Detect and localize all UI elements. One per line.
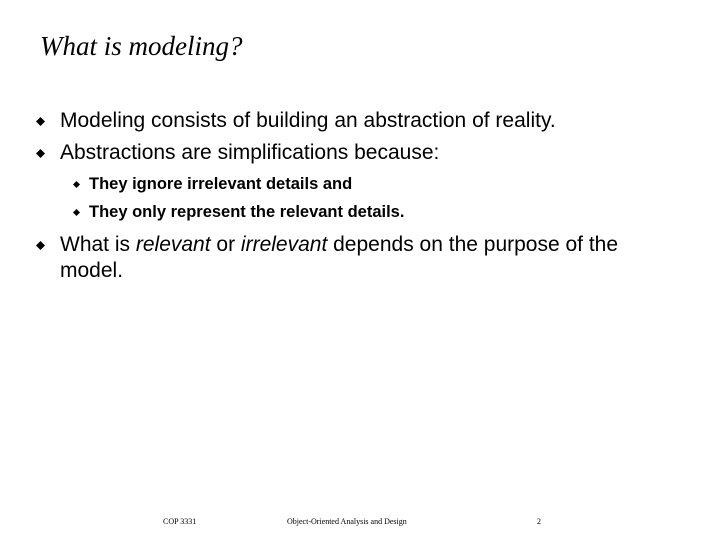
emphasis-relevant: relevant [135,233,211,256]
footer-course: COP 3331 [163,517,197,526]
small-diamond-bullet-icon [73,181,80,188]
bullet-text-part: depends on the purpose of the model. [60,233,619,282]
bullet-text-part: What is [60,233,136,256]
emphasis-irrelevant: irrelevant [240,233,328,256]
diamond-bullet-icon [36,241,45,250]
bullet-text: Abstractions are simplifications because: [60,141,440,164]
diamond-bullet-icon [36,149,45,158]
sub-bullet-text: They only represent the relevant details. [89,203,405,221]
small-diamond-bullet-icon [73,209,80,216]
slide-title: What is modeling? [40,31,243,61]
sub-bullet-text: They ignore irrelevant details and [89,175,353,193]
footer-page-number: 2 [537,517,541,526]
footer-subject: Object-Oriented Analysis and Design [287,517,407,526]
diamond-bullet-icon [36,117,45,126]
bullet-text: Modeling consists of building an abstraction of reality. [60,109,556,132]
bullet-text-part: or [210,233,241,256]
bullet-text [60,232,680,284]
